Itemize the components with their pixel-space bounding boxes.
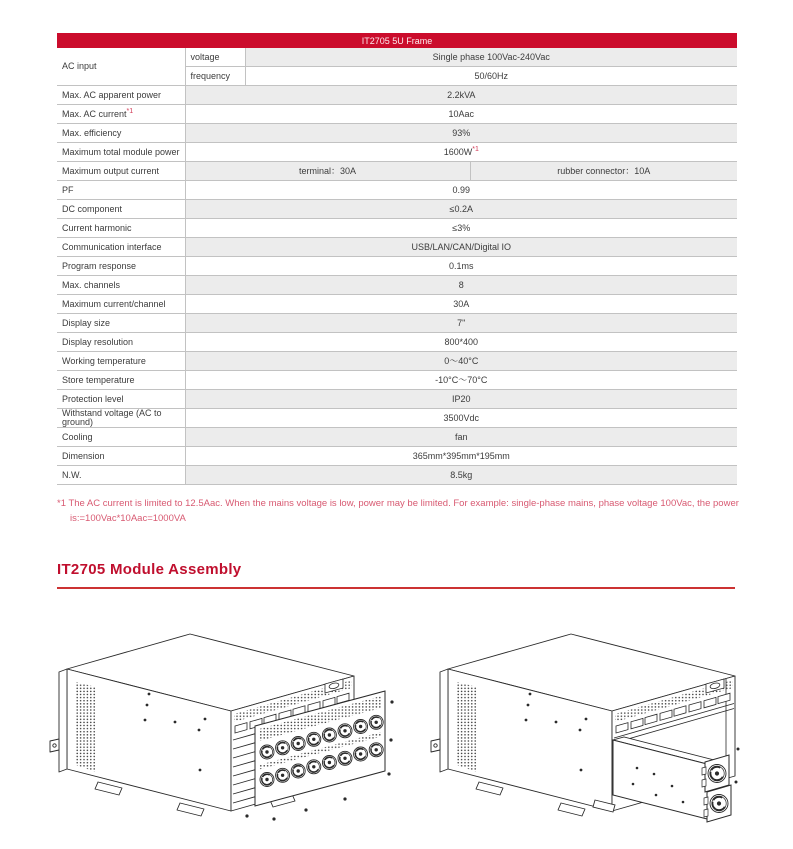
table-row <box>57 105 737 124</box>
section-title: IT2705 Module Assembly <box>57 561 735 589</box>
table-row <box>57 257 737 276</box>
spec-value-cell: 8.5kg <box>185 466 737 485</box>
spec-value-cell: fan <box>185 428 737 447</box>
spec-label-cell: Max. channels <box>57 276 185 295</box>
spec-value-cell: $1600W^{*1}$ <box>185 143 737 162</box>
spec-label-cell: Protection level <box>57 390 185 409</box>
spec-label-cell: Store temperature <box>57 371 185 390</box>
spec-value-cell: 800*400 <box>185 333 737 352</box>
footnote-line: *1 The AC current is limited to 12.5Aac. When the mains voltage is low, power may be limited. For example: single-phase mains, phase voltage 100Vac, the power <box>57 498 739 509</box>
table-row <box>57 371 737 390</box>
table-title: IT2705 5U Frame <box>57 33 737 48</box>
spec-table <box>57 33 737 485</box>
chassis-fan-panel-illustration <box>42 622 400 846</box>
spec-value-cell: IP20 <box>185 390 737 409</box>
table-row <box>57 314 737 333</box>
table-row <box>57 390 737 409</box>
spec-label-cell: Maximum current/channel <box>57 295 185 314</box>
footnote-line: is:=100Vac*10Aac=1000VA <box>70 513 186 524</box>
spec-value-cell: 2.2kVA <box>185 86 737 105</box>
table-row <box>57 295 737 314</box>
spec-label-cell: Program response <box>57 257 185 276</box>
table-row <box>57 162 737 181</box>
module-assembly-figures <box>0 618 793 846</box>
spec-subcategory-cell: voltage <box>185 48 245 67</box>
footnote <box>57 496 749 526</box>
spec-label-cell: Dimension <box>57 447 185 466</box>
spec-label-cell: Working temperature <box>57 352 185 371</box>
table-row <box>57 86 737 105</box>
spec-value-cell: ≤0.2A <box>185 200 737 219</box>
table-row <box>57 181 737 200</box>
spec-label-cell: Display size <box>57 314 185 333</box>
spec-value-cell: rubber connector：10A <box>470 162 737 181</box>
chassis-module-tray-illustration <box>423 622 773 846</box>
spec-label-cell: DC component <box>57 200 185 219</box>
spec-value-cell: -10°C～70°C <box>185 371 737 390</box>
spec-value-cell: USB/LAN/CAN/Digital IO <box>185 238 737 257</box>
spec-label-cell: PF <box>57 181 185 200</box>
table-row <box>57 333 737 352</box>
spec-subcategory-cell: frequency <box>185 67 245 86</box>
spec-value-cell: 10Aac <box>185 105 737 124</box>
table-row <box>57 276 737 295</box>
spec-value-cell: Single phase 100Vac-240Vac <box>245 48 737 67</box>
spec-label-cell: Display resolution <box>57 333 185 352</box>
table-row <box>57 466 737 485</box>
spec-label-cell: Max. efficiency <box>57 124 185 143</box>
table-row <box>57 143 737 162</box>
spec-value-cell: 0～40°C <box>185 352 737 371</box>
table-row <box>57 124 737 143</box>
spec-label-cell: Communication interface <box>57 238 185 257</box>
spec-value-cell: 365mm*395mm*195mm <box>185 447 737 466</box>
spec-label-cell: Current harmonic <box>57 219 185 238</box>
spec-value-cell: 30A <box>185 295 737 314</box>
spec-label-cell: Maximum output current <box>57 162 185 181</box>
spec-value-cell: 0.99 <box>185 181 737 200</box>
table-row <box>57 238 737 257</box>
table-row <box>57 200 737 219</box>
spec-label-cell: Cooling <box>57 428 185 447</box>
spec-label-cell: N.W. <box>57 466 185 485</box>
table-row <box>57 447 737 466</box>
spec-value-cell: ≤3% <box>185 219 737 238</box>
spec-label-cell: Maximum total module power <box>57 143 185 162</box>
spec-label-cell: Max. AC apparent power <box>57 86 185 105</box>
spec-label-cell: AC input <box>57 48 185 86</box>
table-row <box>57 219 737 238</box>
table-row <box>57 409 737 428</box>
spec-value-cell: 7" <box>185 314 737 333</box>
footnote-marker: *1 <box>472 145 479 153</box>
table-row <box>57 352 737 371</box>
spec-label-cell: Max. AC current$^{*1}$ <box>57 105 185 124</box>
spec-value-cell: terminal：30A <box>185 162 470 181</box>
footnote-marker: *1 <box>126 107 134 115</box>
spec-value-cell: 8 <box>185 276 737 295</box>
table-row <box>57 428 737 447</box>
spec-label-cell: Withstand voltage (AC to ground) <box>57 409 185 428</box>
spec-value-cell: 50/60Hz <box>245 67 737 86</box>
table-row <box>57 48 737 67</box>
spec-value-cell: 3500Vdc <box>185 409 737 428</box>
spec-value-cell: 93% <box>185 124 737 143</box>
spec-value-cell: 0.1ms <box>185 257 737 276</box>
